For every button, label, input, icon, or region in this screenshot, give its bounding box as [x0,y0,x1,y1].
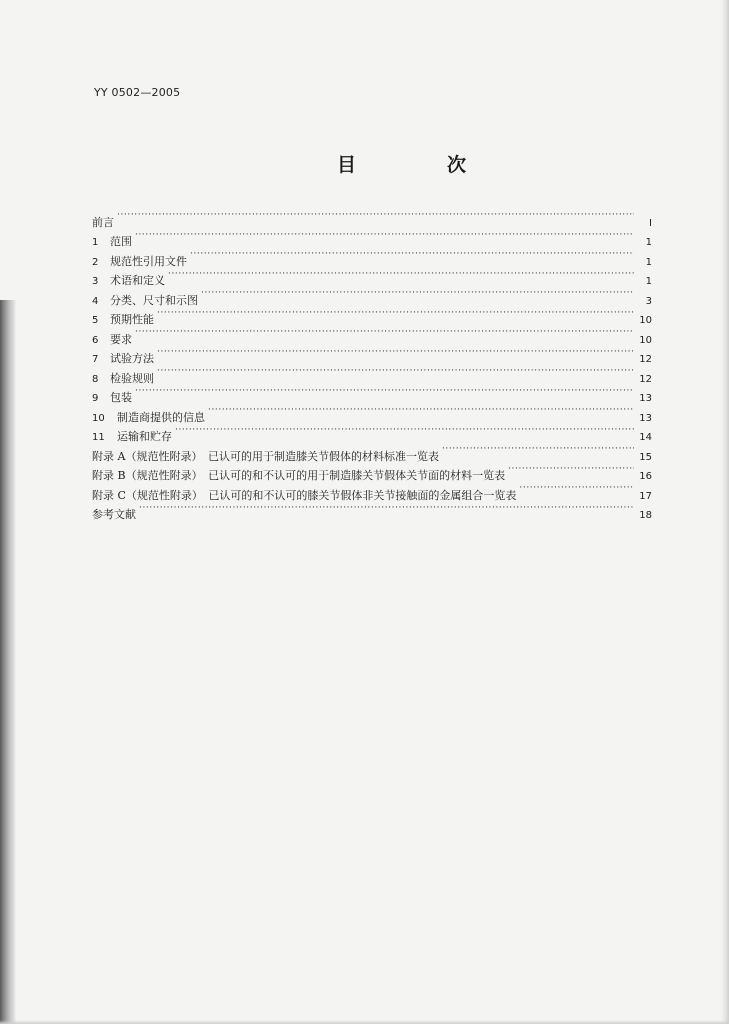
toc-entry-10[interactable] [92,401,652,424]
toc-entry-number: 4 [92,295,99,307]
toc-entry-page: 13 [639,412,652,424]
toc-entry-page: 15 [639,451,652,463]
toc-entry-page: 12 [639,373,652,385]
scan-shadow-right [721,0,729,1024]
toc-entry-1[interactable] [92,226,652,246]
toc-entry-6[interactable] [92,323,652,346]
toc-entry-8[interactable] [92,362,652,385]
toc-entry-page: 14 [639,432,652,443]
toc-entry-label: 附录 B（规范性附录） 已认可的和不认可的用于制造膝关节假体关节面的材料一览表 [92,469,506,482]
toc-entry-page: 18 [639,510,652,521]
toc-entry-label: 分类、尺寸和示图 [110,293,198,307]
toc-entry-number: 3 [92,276,99,287]
toc-entry-label: 运输和贮存 [117,430,172,443]
toc-entry-number: 9 [92,393,99,404]
toc-entry-number: 5 [92,315,99,326]
scan-shadow-left [0,300,16,1024]
toc-entry-number: 10 [92,412,105,424]
toc-entry-4[interactable] [92,284,652,307]
toc-entry-number: 7 [92,354,99,365]
toc-entry-foreword[interactable] [92,206,652,229]
toc-entry-9[interactable] [92,382,652,402]
table-of-contents [92,206,652,521]
toc-leader-dots [190,245,634,265]
toc-entry-page: 17 [639,490,652,502]
standard-code: YY 0502—2005 [94,86,181,99]
toc-entry-label: 参考文献 [92,508,136,521]
toc-entry-page: 13 [639,393,652,404]
toc-entry-label: 规范性引用文件 [110,254,187,268]
toc-leader-dots [168,265,634,285]
toc-entry-page: 3 [645,295,652,307]
toc-entry-label: 检验规则 [110,371,154,385]
toc-leader-dots [157,304,634,324]
toc-entry-page: 12 [639,354,652,365]
toc-entry-label: 要求 [110,332,132,346]
scan-shadow-bottom [0,1020,729,1024]
toc-entry-annex-a[interactable] [92,440,652,463]
toc-entry-page: 1 [645,256,652,268]
toc-entry-3[interactable] [92,265,652,285]
toc-leader-dots [135,323,634,343]
toc-entry-page: 10 [639,315,652,326]
toc-entry-page: Ⅰ [649,217,652,229]
toc-leader-dots [201,284,634,304]
toc-entry-label: 附录 A（规范性附录） 已认可的用于制造膝关节假体的材料标准一览表 [92,449,439,463]
toc-entry-page: 1 [645,237,652,248]
toc-entry-page: 10 [639,334,652,346]
toc-entry-label: 前言 [92,215,114,229]
toc-entry-page: 1 [645,276,652,287]
toc-leader-dots [519,479,634,499]
toc-entry-number: 11 [92,432,105,443]
toc-entry-label: 包装 [110,391,132,404]
toc-leader-dots [175,421,634,441]
toc-entry-11[interactable] [92,421,652,441]
toc-entry-7[interactable] [92,343,652,363]
toc-leader-dots [157,343,634,363]
toc-leader-dots [135,226,634,246]
toc-entry-number: 1 [92,237,99,248]
toc-entry-number: 2 [92,256,99,268]
toc-leader-dots [117,206,634,226]
toc-entry-2[interactable] [92,245,652,268]
toc-entry-page: 16 [639,471,652,482]
toc-entry-label: 试验方法 [110,352,154,365]
toc-entry-label: 预期性能 [110,313,154,326]
toc-entry-label: 附录 C（规范性附录） 已认可的和不认可的膝关节假体非关节接触面的金属组合一览表 [92,488,517,502]
toc-leader-dots [208,401,634,421]
toc-leader-dots [508,460,634,480]
toc-entry-label: 制造商提供的信息 [117,410,205,424]
toc-leader-dots [442,440,634,460]
toc-entry-references[interactable] [92,499,652,519]
toc-entry-label: 范围 [110,235,132,248]
toc-entry-number: 6 [92,334,99,346]
toc-title: 目 次 [337,154,503,176]
toc-leader-dots [157,362,634,382]
toc-entry-label: 术语和定义 [110,274,165,287]
toc-leader-dots [135,382,634,402]
toc-entry-number: 8 [92,373,99,385]
toc-leader-dots [139,499,634,519]
toc-entry-5[interactable] [92,304,652,324]
